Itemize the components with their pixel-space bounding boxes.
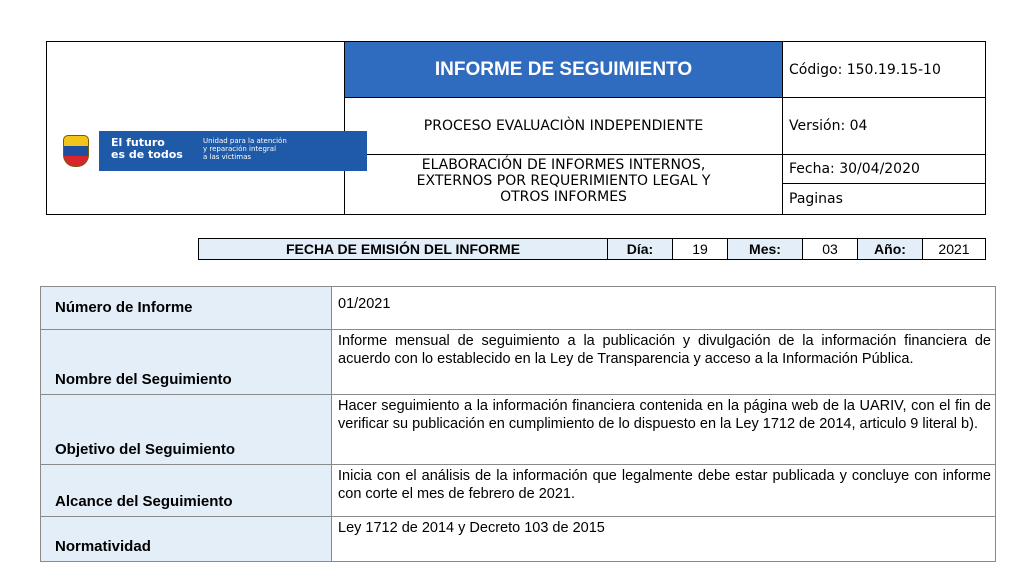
- fecha-emision-row: [198, 238, 986, 260]
- alcance-value: Inicia con el análisis de la información que legalmente debe estar publicada y concluye con informe con corte el mes de febrero de 2021.: [332, 465, 996, 517]
- normatividad-value: Ley 1712 de 2014 y Decreto 103 de 2015: [332, 516, 996, 561]
- mes-value: 03: [803, 239, 858, 260]
- elaboracion: [345, 154, 783, 214]
- codigo: Código: 150.19.15-10: [783, 42, 986, 98]
- nombre-label: Nombre del Seguimiento: [41, 329, 332, 394]
- proceso: PROCESO EVALUACIÒN INDEPENDIENTE: [345, 98, 783, 154]
- mes-label: Mes:: [728, 239, 803, 260]
- fecha-version: Fecha: 30/04/2020: [783, 154, 986, 183]
- normatividad-label: Normatividad: [41, 516, 332, 561]
- numero-label: Número de Informe: [41, 287, 332, 330]
- objetivo-label: Objetivo del Seguimiento: [41, 395, 332, 465]
- tagline-line-2: es de todos: [111, 148, 183, 161]
- fecha-emision-label: FECHA DE EMISIÓN DEL INFORME: [199, 239, 608, 260]
- anio-value: 2021: [923, 239, 986, 260]
- anio-label: Año:: [858, 239, 923, 260]
- document-title: INFORME DE SEGUIMIENTO: [345, 42, 783, 98]
- informe-details: [40, 286, 996, 562]
- numero-value: 01/2021: [332, 287, 996, 330]
- paginas: Paginas: [783, 183, 986, 214]
- unidad-line-2: y reparación integral: [203, 145, 277, 153]
- dia-value: 19: [673, 239, 728, 260]
- elaboracion-line-3: OTROS INFORMES: [500, 188, 627, 205]
- elaboracion-line-1: ELABORACIÓN DE INFORMES INTERNOS,: [421, 156, 706, 173]
- nombre-value: Informe mensual de seguimiento a la publicación y divulgación de la información financiera de acuerdo con lo establecido en la Ley de Transparencia y acceso a la Información Pública.: [332, 329, 996, 394]
- logo-cell: [47, 42, 345, 215]
- seal-background: [55, 131, 99, 171]
- document-header: [46, 41, 986, 215]
- elaboracion-line-2: EXTERNOS POR REQUERIMIENTO LEGAL Y: [416, 172, 711, 189]
- dia-label: Día:: [608, 239, 673, 260]
- objetivo-value: Hacer seguimiento a la información financiera contenida en la página web de la UARIV, con el fin de verificar su publicación en cumplimiento de lo dispuesto en la Ley 1712 de 2014, articulo 9 literal b).: [332, 395, 996, 465]
- tagline-line-1: El futuro: [111, 136, 165, 149]
- institution-logo: [55, 131, 367, 171]
- coat-of-arms-icon: [63, 135, 89, 167]
- logo-unidad: [203, 137, 287, 161]
- version: Versión: 04: [783, 98, 986, 154]
- alcance-label: Alcance del Seguimiento: [41, 465, 332, 517]
- unidad-line-3: a las víctimas: [203, 153, 252, 161]
- unidad-line-1: Unidad para la atención: [203, 137, 287, 145]
- logo-tagline: [111, 137, 183, 161]
